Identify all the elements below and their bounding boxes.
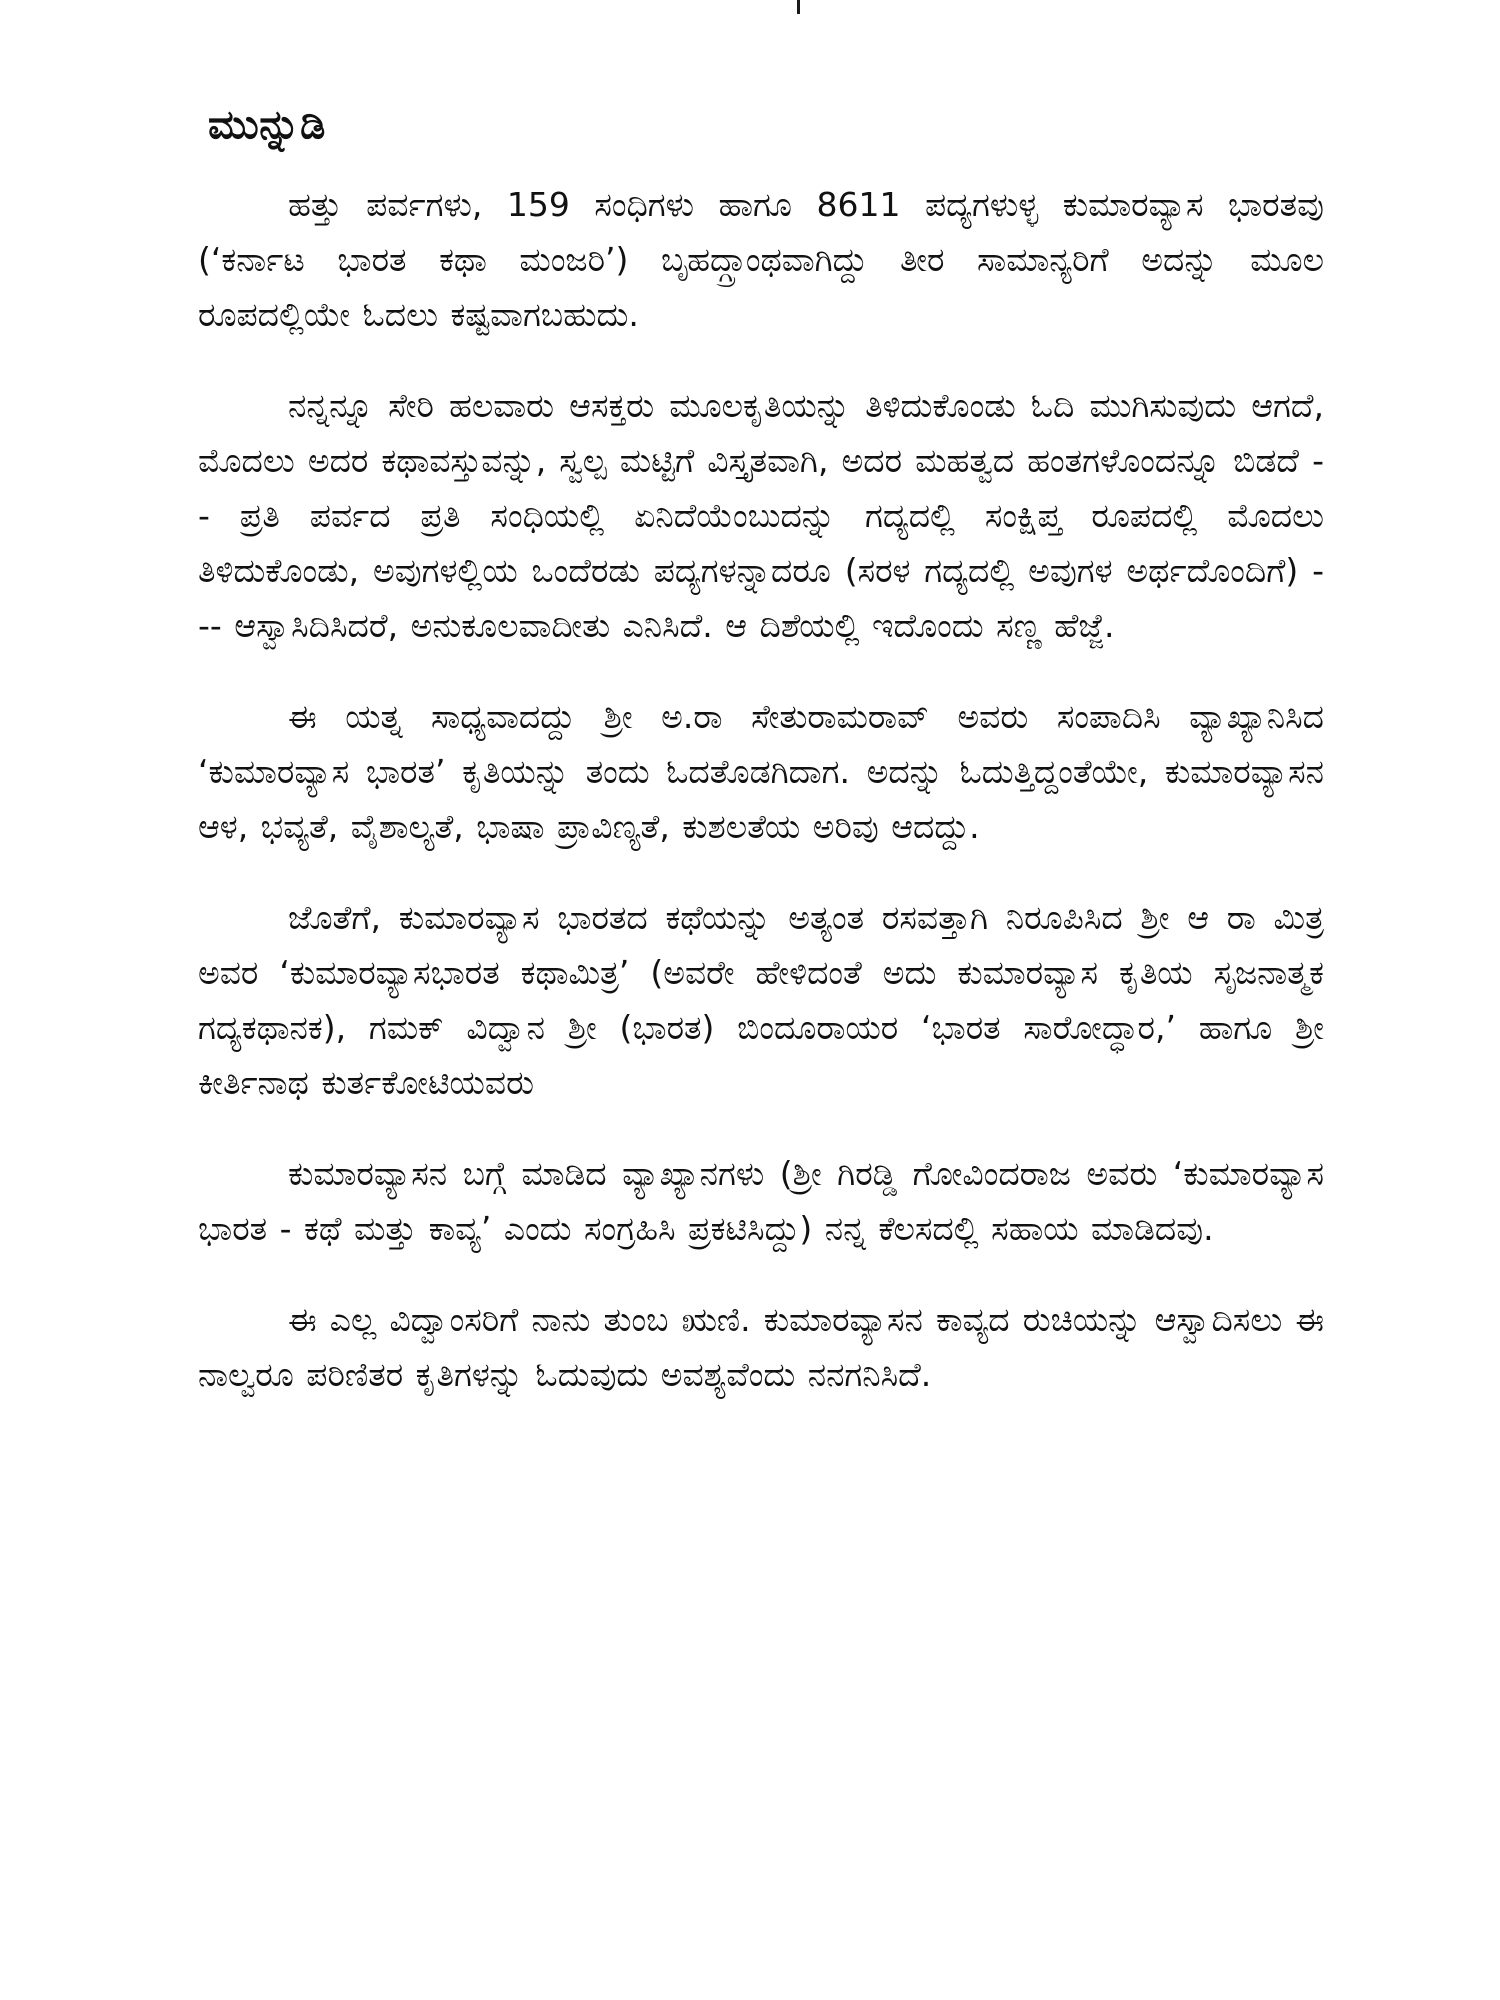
paragraph-1: ಹತ್ತು ಪರ್ವಗಳು, 159 ಸಂಧಿಗಳು ಹಾಗೂ 8611 ಪದ್ಯಗಳುಳ್ಳ ಕುಮಾರವ್ಯಾಸ ಭಾರತವು (‘ಕರ್ನಾಟ ಭಾರತ ಕಥಾ ಮಂಜರಿ’) ಬೃಹದ್ಗ್ರಾಂಥವಾಗಿದ್ದು ತೀರ ಸಾಮಾನ್ಯರಿಗೆ ಅದನ್ನು ಮೂಲ ರೂಪದಲ್ಲಿಯೇ ಓದಲು ಕಷ್ಟವಾಗಬಹುದು.	[198, 185, 1324, 334]
paragraph-6: ಈ ಎಲ್ಲ ವಿದ್ವಾಂಸರಿಗೆ ನಾನು ತುಂಬ ಋಣಿ. ಕುಮಾರವ್ಯಾಸನ ಕಾವ್ಯದ ರುಚಿಯನ್ನು ಆಸ್ವಾದಿಸಲು ಈ ನಾಲ್ವರೂ ಪರಿಣಿತರ ಕೃತಿಗಳನ್ನು ಓದುವುದು ಅವಶ್ಯವೆಂದು ನನಗನಿಸಿದೆ.	[198, 1300, 1324, 1394]
page-title: ಮುನ್ನುಡಿ	[208, 102, 326, 148]
paragraph-2: ನನ್ನನ್ನೂ ಸೇರಿ ಹಲವಾರು ಆಸಕ್ತರು ಮೂಲಕೃತಿಯನ್ನು ತಿಳಿದುಕೊಂಡು ಓದಿ ಮುಗಿಸುವುದು ಆಗದೆ, ಮೊದಲು ಅದರ ಕಥಾವಸ್ತುವನ್ನು, ಸ್ವಲ್ಪ ಮಟ್ಟಿಗೆ ವಿಸ್ತೃತವಾಗಿ, ಅದರ ಮಹತ್ವದ ಹಂತಗಳೊಂದನ್ನೂ ಬಿಡದೆ -- ಪ್ರತಿ ಪರ್ವದ ಪ್ರತಿ ಸಂಧಿಯಲ್ಲಿ ಏನಿದೆಯೆಂಬುದನ್ನು ಗದ್ಯದಲ್ಲಿ ಸಂಕ್ಷಿಪ್ತ ರೂಪದಲ್ಲಿ ಮೊದಲು ತಿಳಿದುಕೊಂಡು, ಅವುಗಳಲ್ಲಿಯ ಒಂದೆರಡು ಪದ್ಯಗಳನ್ನಾದರೂ (ಸರಳ ಗದ್ಯದಲ್ಲಿ ಅವುಗಳ ಅರ್ಥದೊಂದಿಗೆ) --- ಆಸ್ವಾಸಿದಿಸಿದರೆ, ಅನುಕೂಲವಾದೀತು ಎನಿಸಿದೆ. ಆ ದಿಶೆಯಲ್ಲಿ ಇದೊಂದು ಸಣ್ಣ ಹೆಜ್ಜೆ.	[198, 386, 1324, 645]
paragraph-3: ಈ ಯತ್ನ ಸಾಧ್ಯವಾದದ್ದು ಶ್ರೀ ಅ.ರಾ ಸೇತುರಾಮರಾವ್ ಅವರು ಸಂಪಾದಿಸಿ ವ್ಯಾಖ್ಯಾನಿಸಿದ ‘ಕುಮಾರವ್ಯಾಸ ಭಾರತ’ ಕೃತಿಯನ್ನು ತಂದು ಓದತೊಡಗಿದಾಗ. ಅದನ್ನು ಓದುತ್ತಿದ್ದಂತೆಯೇ, ಕುಮಾರವ್ಯಾಸನ ಆಳ, ಭವ್ಯತೆ, ವೈಶಾಲ್ಯತೆ, ಭಾಷಾ ಪ್ರಾವಿಣ್ಯತೆ, ಕುಶಲತೆಯ ಅರಿವು ಆದದ್ದು.	[198, 697, 1324, 846]
paragraph-4: ಜೊತೆಗೆ, ಕುಮಾರವ್ಯಾಸ ಭಾರತದ ಕಥೆಯನ್ನು ಅತ್ಯಂತ ರಸವತ್ತಾಗಿ ನಿರೂಪಿಸಿದ ಶ್ರೀ ಆ ರಾ ಮಿತ್ರ ಅವರ ‘ಕುಮಾರವ್ಯಾಸಭಾರತ ಕಥಾಮಿತ್ರ’ (ಅವರೇ ಹೇಳಿದಂತೆ ಅದು ಕುಮಾರವ್ಯಾಸ ಕೃತಿಯ ಸೃಜನಾತ್ಮಕ ಗದ್ಯಕಥಾನಕ), ಗಮಕ್ ವಿದ್ವಾನ ಶ್ರೀ (ಭಾರತ) ಬಿಂದೂರಾಯರ ‘ಭಾರತ ಸಾರೋದ್ಧಾರ,’ ಹಾಗೂ ಶ್ರೀ ಕೀರ್ತಿನಾಥ ಕುರ್ತಕೋಟಿಯವರು	[198, 898, 1324, 1102]
page-top-mark	[797, 0, 800, 14]
document-body	[198, 95, 1324, 1402]
paragraph-5: ಕುಮಾರವ್ಯಾಸನ ಬಗ್ಗೆ ಮಾಡಿದ ವ್ಯಾಖ್ಯಾನಗಳು (ಶ್ರೀ ಗಿರಡ್ಡಿ ಗೋವಿಂದರಾಜ ಅವರು ‘ಕುಮಾರವ್ಯಾಸ ಭಾರತ - ಕಥೆ ಮತ್ತು ಕಾವ್ಯ’ ಎಂದು ಸಂಗ್ರಹಿಸಿ ಪ್ರಕಟಿಸಿದ್ದು) ನನ್ನ ಕೆಲಸದಲ್ಲಿ ಸಹಾಯ ಮಾಡಿದವು.	[198, 1154, 1324, 1248]
